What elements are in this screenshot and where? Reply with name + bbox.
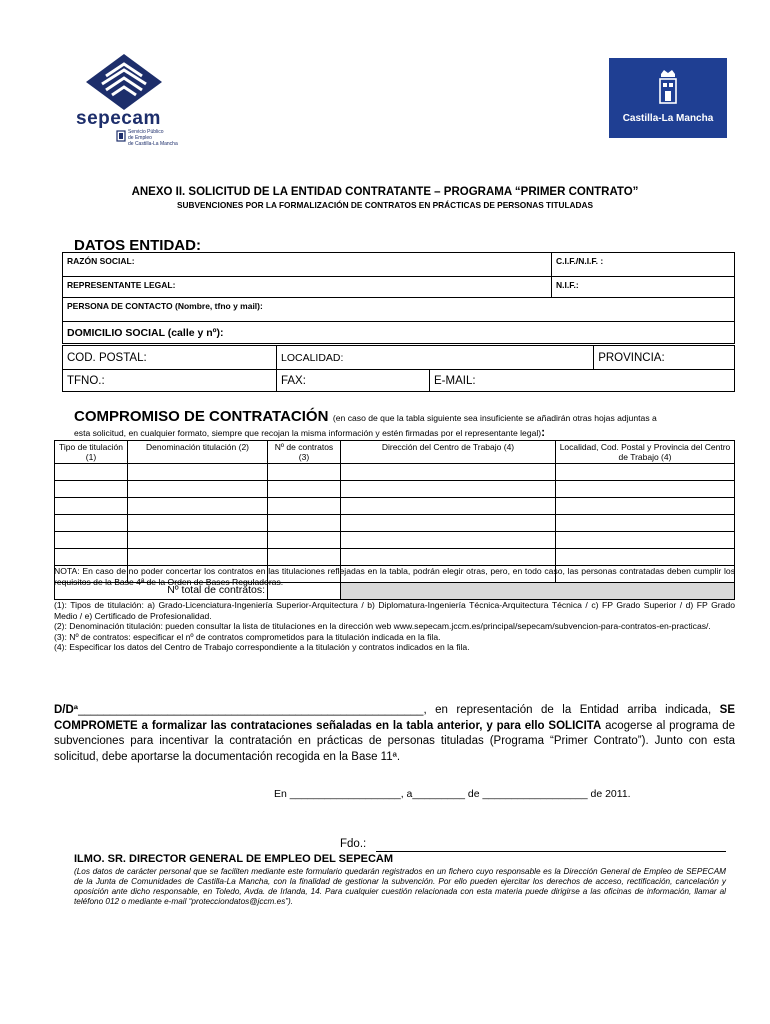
entity-contact-form <box>62 345 735 392</box>
column-header: Localidad, Cod. Postal y Provincia del Centro de Trabajo (4) <box>556 441 735 464</box>
place-date-line[interactable]: En ___________________, a_________ de __________________ de 2011. <box>274 788 631 800</box>
razon-social-field[interactable] <box>63 253 552 277</box>
nota-text: NOTA: En caso de no poder concertar los contratos en las titulaciones reflejadas en la tabla, podrán elegir otras, pero, en todo caso, las personas contratadas deben cumplir los requisitos de la Base 4ª de la Orden de Bases Reguladoras. <box>54 566 735 587</box>
declaration-text-2: acogerse al programa de subvenciones para incentivar la contratación en prácticas de personas tituladas (Programa “Primer Contrato”). Junto con esta solicitud, debe aportarse la documentación recogida en la Base 11ª. <box>54 719 735 763</box>
persona-contacto-label: PERSONA DE CONTACTO (Nombre, tfno y mail): <box>67 301 263 311</box>
declaration-text-1: , en representación de la Entidad arriba indicada, <box>423 704 712 716</box>
table-row[interactable] <box>55 515 735 532</box>
table-cell[interactable] <box>268 481 341 498</box>
fax-field[interactable] <box>277 370 430 392</box>
table-row[interactable] <box>55 464 735 481</box>
nif-label: N.I.F.: <box>556 280 579 290</box>
footnote-4: (4): Especificar los datos del Centro de Trabajo correspondiente a la titulación y contratos indicados en la fila. <box>54 642 470 652</box>
privacy-notice: (Los datos de carácter personal que se faciliten mediante este formulario quedarán registrados en un fichero cuyo responsable es la Dirección General de Empleo de SEPECAM de la Junta de Comunidades de Castilla-La Mancha, con la finalidad de gestionar la subvención. Por ello pueden ejercitar los derechos de acceso, rectificación, cancelación y oposición ante dicho responsable, en Toledo, Avda. de Irlanda, 14. Para cualquier cuestión relacionada con esta materia puede dirigirse a las oficinas de información, llamar al teléfono 012 o mediante e-mail “protecciondatos@jccm.es”). <box>74 867 726 906</box>
table-cell[interactable] <box>55 498 128 515</box>
table-row[interactable] <box>55 532 735 549</box>
cif-label: C.I.F./N.I.F. : <box>556 256 604 266</box>
table-cell[interactable] <box>268 498 341 515</box>
footnotes <box>54 600 735 653</box>
table-cell[interactable] <box>341 498 556 515</box>
localidad-field[interactable] <box>277 346 594 370</box>
table-cell[interactable] <box>268 532 341 549</box>
compromiso-heading-line <box>74 408 734 426</box>
sepecam-sub-3: de Castilla-La Mancha <box>128 141 178 147</box>
table-cell[interactable] <box>128 481 268 498</box>
representante-field[interactable] <box>63 277 552 298</box>
table-cell[interactable] <box>55 464 128 481</box>
razon-social-label: RAZÓN SOCIAL: <box>67 256 135 266</box>
domicilio-field[interactable] <box>63 322 735 344</box>
tfno-field[interactable] <box>63 370 277 392</box>
compromiso-note-line2 <box>74 425 545 439</box>
table-row[interactable] <box>55 549 735 566</box>
column-header: Dirección del Centro de Trabajo (4) <box>341 441 556 464</box>
cod-postal-field[interactable] <box>63 346 277 370</box>
table-cell[interactable] <box>556 549 735 566</box>
director-heading: ILMO. SR. DIRECTOR GENERAL DE EMPLEO DEL SEPECAM <box>74 853 394 865</box>
declaration-paragraph <box>54 703 735 765</box>
fax-label: FAX: <box>281 374 306 387</box>
table-cell[interactable] <box>55 549 128 566</box>
sepecam-emblem-icon <box>84 52 164 112</box>
domicilio-label: DOMICILIO SOCIAL (calle y nº): <box>67 326 224 339</box>
coat-of-arms-icon <box>116 130 126 142</box>
footnote-2: (2): Denominación titulación: pueden consultar la lista de titulaciones en la dirección web www.sepecam.jccm.es/principal/sepecam/subvencion-para-contratos-en-practicas/. <box>54 621 711 631</box>
table-cell[interactable] <box>556 498 735 515</box>
datos-entidad-heading: DATOS ENTIDAD: <box>74 237 201 254</box>
name-blank[interactable]: ______________________________________________________ <box>78 704 424 716</box>
table-cell[interactable] <box>128 498 268 515</box>
table-cell[interactable] <box>128 532 268 549</box>
compromiso-note-colon: : <box>541 425 546 439</box>
entity-data-form <box>62 252 735 344</box>
declaration-bold: SE COMPROMETE a formalizar las contrataciones señaladas en la tabla anterior, y para ello SOLICITA <box>54 704 735 732</box>
table-cell[interactable] <box>341 549 556 566</box>
tfno-label: TFNO.: <box>67 374 105 387</box>
table-cell[interactable] <box>268 515 341 532</box>
table-cell[interactable] <box>128 464 268 481</box>
representante-label: REPRESENTANTE LEGAL: <box>67 280 176 290</box>
email-field[interactable] <box>430 370 735 392</box>
table-cell[interactable] <box>341 481 556 498</box>
sepecam-wordmark: sepecam <box>76 108 161 129</box>
nif-field[interactable] <box>552 277 735 298</box>
table-cell[interactable] <box>55 515 128 532</box>
document-subtitle: SUBVENCIONES POR LA FORMALIZACIÓN DE CONTRATOS EN PRÁCTICAS DE PERSONAS TITULADAS <box>176 200 594 210</box>
persona-contacto-field[interactable] <box>63 298 735 322</box>
signature-rule <box>376 851 726 852</box>
localidad-label: LOCALIDAD: <box>281 351 344 364</box>
fdo-label: Fdo.: <box>340 838 367 850</box>
dd-label: D/Dª <box>54 704 79 716</box>
castilla-la-mancha-logo <box>609 58 727 138</box>
compromiso-heading: COMPROMISO DE CONTRATACIÓN <box>74 408 329 425</box>
sepecam-sub-1: Servicio Público <box>128 129 164 135</box>
sepecam-subtitle <box>128 129 178 147</box>
table-cell[interactable] <box>556 532 735 549</box>
sepecam-logo <box>72 52 182 147</box>
table-cell[interactable] <box>268 464 341 481</box>
provincia-label: PROVINCIA: <box>598 351 665 364</box>
total-label: Nº total de contratos: <box>55 583 268 600</box>
table-cell[interactable] <box>128 515 268 532</box>
table-row[interactable] <box>55 481 735 498</box>
compromiso-note-2: esta solicitud, en cualquier formato, siempre que recojan la misma información y estén firmadas por el representante legal) <box>74 428 542 438</box>
table-row[interactable] <box>55 498 735 515</box>
table-cell[interactable] <box>341 515 556 532</box>
document-title: ANEXO II. SOLICITUD DE LA ENTIDAD CONTRATANTE – PROGRAMA “PRIMER CONTRATO” <box>131 186 639 198</box>
column-header: Denominación titulación (2) <box>128 441 268 464</box>
provincia-field[interactable] <box>594 346 735 370</box>
column-header: Tipo de titulación (1) <box>55 441 128 464</box>
table-cell[interactable] <box>341 532 556 549</box>
table-cell[interactable] <box>341 464 556 481</box>
table-cell[interactable] <box>128 549 268 566</box>
clm-wordmark: Castilla-La Mancha <box>622 113 714 124</box>
table-cell[interactable] <box>556 515 735 532</box>
footnote-1: (1): Tipos de titulación: a) Grado-Licenciatura-Ingeniería Superior-Arquitectura / b) Diplomatura-Ingeniería Técnica-Arquitectura Técnica / c) FP Grado Superior / d) FP Grado Medio / e) Certificado de Profesionalidad. <box>54 600 735 621</box>
table-cell[interactable] <box>268 549 341 566</box>
table-cell[interactable] <box>55 481 128 498</box>
table-header-row <box>55 441 735 464</box>
signature-line[interactable] <box>340 838 366 850</box>
compromiso-note: (en caso de que la tabla siguiente sea insuficiente se añadirán otras hojas adjuntas a <box>332 413 657 423</box>
crown-castle-icon <box>653 68 683 108</box>
table-cell[interactable] <box>556 464 735 481</box>
footnote-3: (3): Nº de contratos: especificar el nº de contratos comprometidos para la titulación indicada en la fila. <box>54 631 441 642</box>
table-cell[interactable] <box>55 532 128 549</box>
email-label: E-MAIL: <box>434 374 476 387</box>
cif-field[interactable] <box>552 253 735 277</box>
table-cell[interactable] <box>556 481 735 498</box>
cod-postal-label: COD. POSTAL: <box>67 351 147 364</box>
column-header: Nº de contratos (3) <box>268 441 341 464</box>
sepecam-sub-2: de Empleo <box>128 135 152 141</box>
